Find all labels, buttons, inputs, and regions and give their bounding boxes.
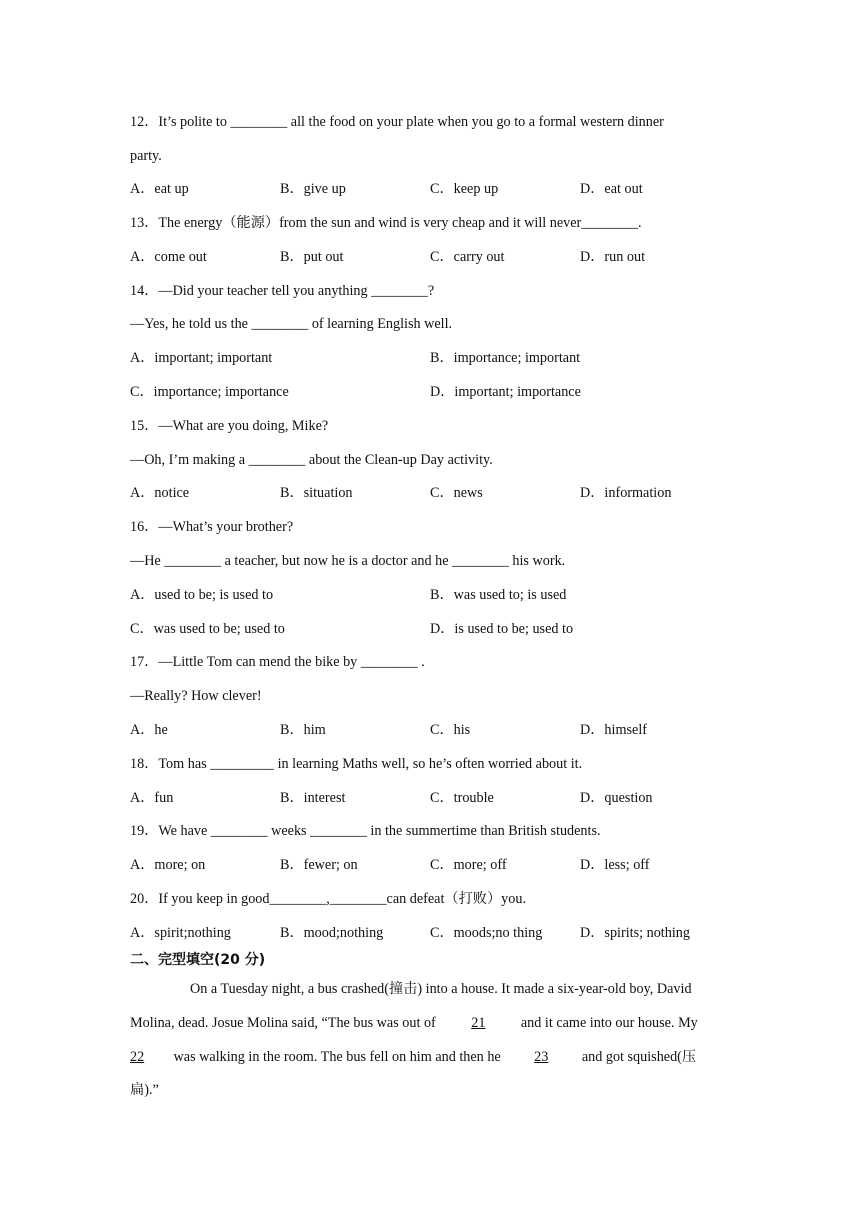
question-13-option-d: D．run out bbox=[580, 249, 646, 265]
question-17-option-d: D．himself bbox=[580, 722, 647, 738]
question-12-option-c: C．keep up bbox=[430, 181, 499, 197]
question-15-option-a: A．notice bbox=[130, 485, 190, 501]
question-16-option-b: B．was used to; is used bbox=[430, 587, 567, 603]
question-18-option-b: B．interest bbox=[280, 790, 346, 806]
question-14-option-b: B．importance; important bbox=[430, 350, 581, 366]
blank-23: 23 bbox=[534, 1049, 549, 1065]
question-15-stem: 15．—What are you doing, Mike? bbox=[130, 418, 329, 434]
question-20-stem: 20．If you keep in good________,________can defeat（打败）you. bbox=[130, 891, 526, 907]
question-15-reply: —Oh, I’m making a ________ about the Clean-up Day activity. bbox=[130, 452, 493, 468]
question-17-reply: —Really? How clever! bbox=[130, 688, 262, 704]
question-14-reply: —Yes, he told us the ________ of learning English well. bbox=[130, 316, 453, 332]
question-13-option-c: C．carry out bbox=[430, 249, 505, 265]
question-12-option-a: A．eat up bbox=[130, 181, 189, 197]
passage-text: and it came into our house. My bbox=[520, 1015, 698, 1031]
question-18-stem: 18．Tom has _________ in learning Maths well, so he’s often worried about it. bbox=[130, 756, 583, 772]
question-14-option-c: C．importance; importance bbox=[130, 384, 289, 400]
passage-line-3 bbox=[130, 1047, 696, 1067]
question-17-option-b: B．him bbox=[280, 722, 326, 738]
passage-text: and got squished(压 bbox=[581, 1049, 697, 1065]
section-heading: 二、完型填空(20 分) bbox=[130, 952, 266, 968]
question-16-stem: 16．—What’s your brother? bbox=[130, 519, 294, 535]
question-14-stem: 14．—Did your teacher tell you anything ________? bbox=[130, 283, 435, 299]
blank-21: 21 bbox=[471, 1015, 486, 1031]
question-19-stem: 19．We have ________ weeks ________ in the summertime than British students. bbox=[130, 823, 601, 839]
question-14-option-a: A．important; important bbox=[130, 350, 273, 366]
question-17-option-a: A．he bbox=[130, 722, 168, 738]
question-17-option-c: C．his bbox=[430, 722, 471, 738]
question-18-option-c: C．trouble bbox=[430, 790, 494, 806]
question-15-option-c: C．news bbox=[430, 485, 483, 501]
question-13-option-a: A．come out bbox=[130, 249, 207, 265]
blank-22: 22 bbox=[130, 1049, 145, 1065]
question-18-option-d: D．question bbox=[580, 790, 653, 806]
question-16-option-c: C．was used to be; used to bbox=[130, 621, 285, 637]
passage-text: Molina, dead. Josue Molina said, “The bus was out of bbox=[130, 1015, 436, 1031]
question-13-stem: 13．The energy（能源）from the sun and wind is very cheap and it will never________. bbox=[130, 215, 642, 231]
question-15-option-b: B．situation bbox=[280, 485, 353, 501]
question-12-stem: 12．It’s polite to ________ all the food on your plate when you go to a formal western dinner bbox=[130, 114, 664, 130]
question-16-option-d: D．is used to be; used to bbox=[430, 621, 574, 637]
passage-line-4: 扁).” bbox=[130, 1082, 159, 1098]
question-12-stem-cont: party. bbox=[130, 148, 162, 164]
question-19-option-b: B．fewer; on bbox=[280, 857, 358, 873]
question-20-option-c: C．moods;no thing bbox=[430, 925, 543, 941]
question-16-reply: —He ________ a teacher, but now he is a doctor and he ________ his work. bbox=[130, 553, 566, 569]
question-15-option-d: D．information bbox=[580, 485, 672, 501]
question-12-option-d: D．eat out bbox=[580, 181, 643, 197]
passage-text: was walking in the room. The bus fell on him and then he bbox=[173, 1049, 501, 1065]
question-13-option-b: B．put out bbox=[280, 249, 344, 265]
question-19-option-d: D．less; off bbox=[580, 857, 650, 873]
question-19-option-c: C．more; off bbox=[430, 857, 507, 873]
question-12-option-b: B．give up bbox=[280, 181, 346, 197]
question-20-option-d: D．spirits; nothing bbox=[580, 925, 690, 941]
question-14-option-d: D．important; importance bbox=[430, 384, 581, 400]
passage-line-1: On a Tuesday night, a bus crashed(撞击) into a house. It made a six-year-old boy, David bbox=[190, 981, 692, 997]
question-17-stem: 17．—Little Tom can mend the bike by ________ . bbox=[130, 654, 425, 670]
passage-line-2 bbox=[130, 1013, 698, 1033]
question-19-option-a: A．more; on bbox=[130, 857, 206, 873]
question-16-option-a: A．used to be; is used to bbox=[130, 587, 274, 603]
question-20-option-a: A．spirit;nothing bbox=[130, 925, 231, 941]
question-20-option-b: B．mood;nothing bbox=[280, 925, 384, 941]
question-18-option-a: A．fun bbox=[130, 790, 174, 806]
